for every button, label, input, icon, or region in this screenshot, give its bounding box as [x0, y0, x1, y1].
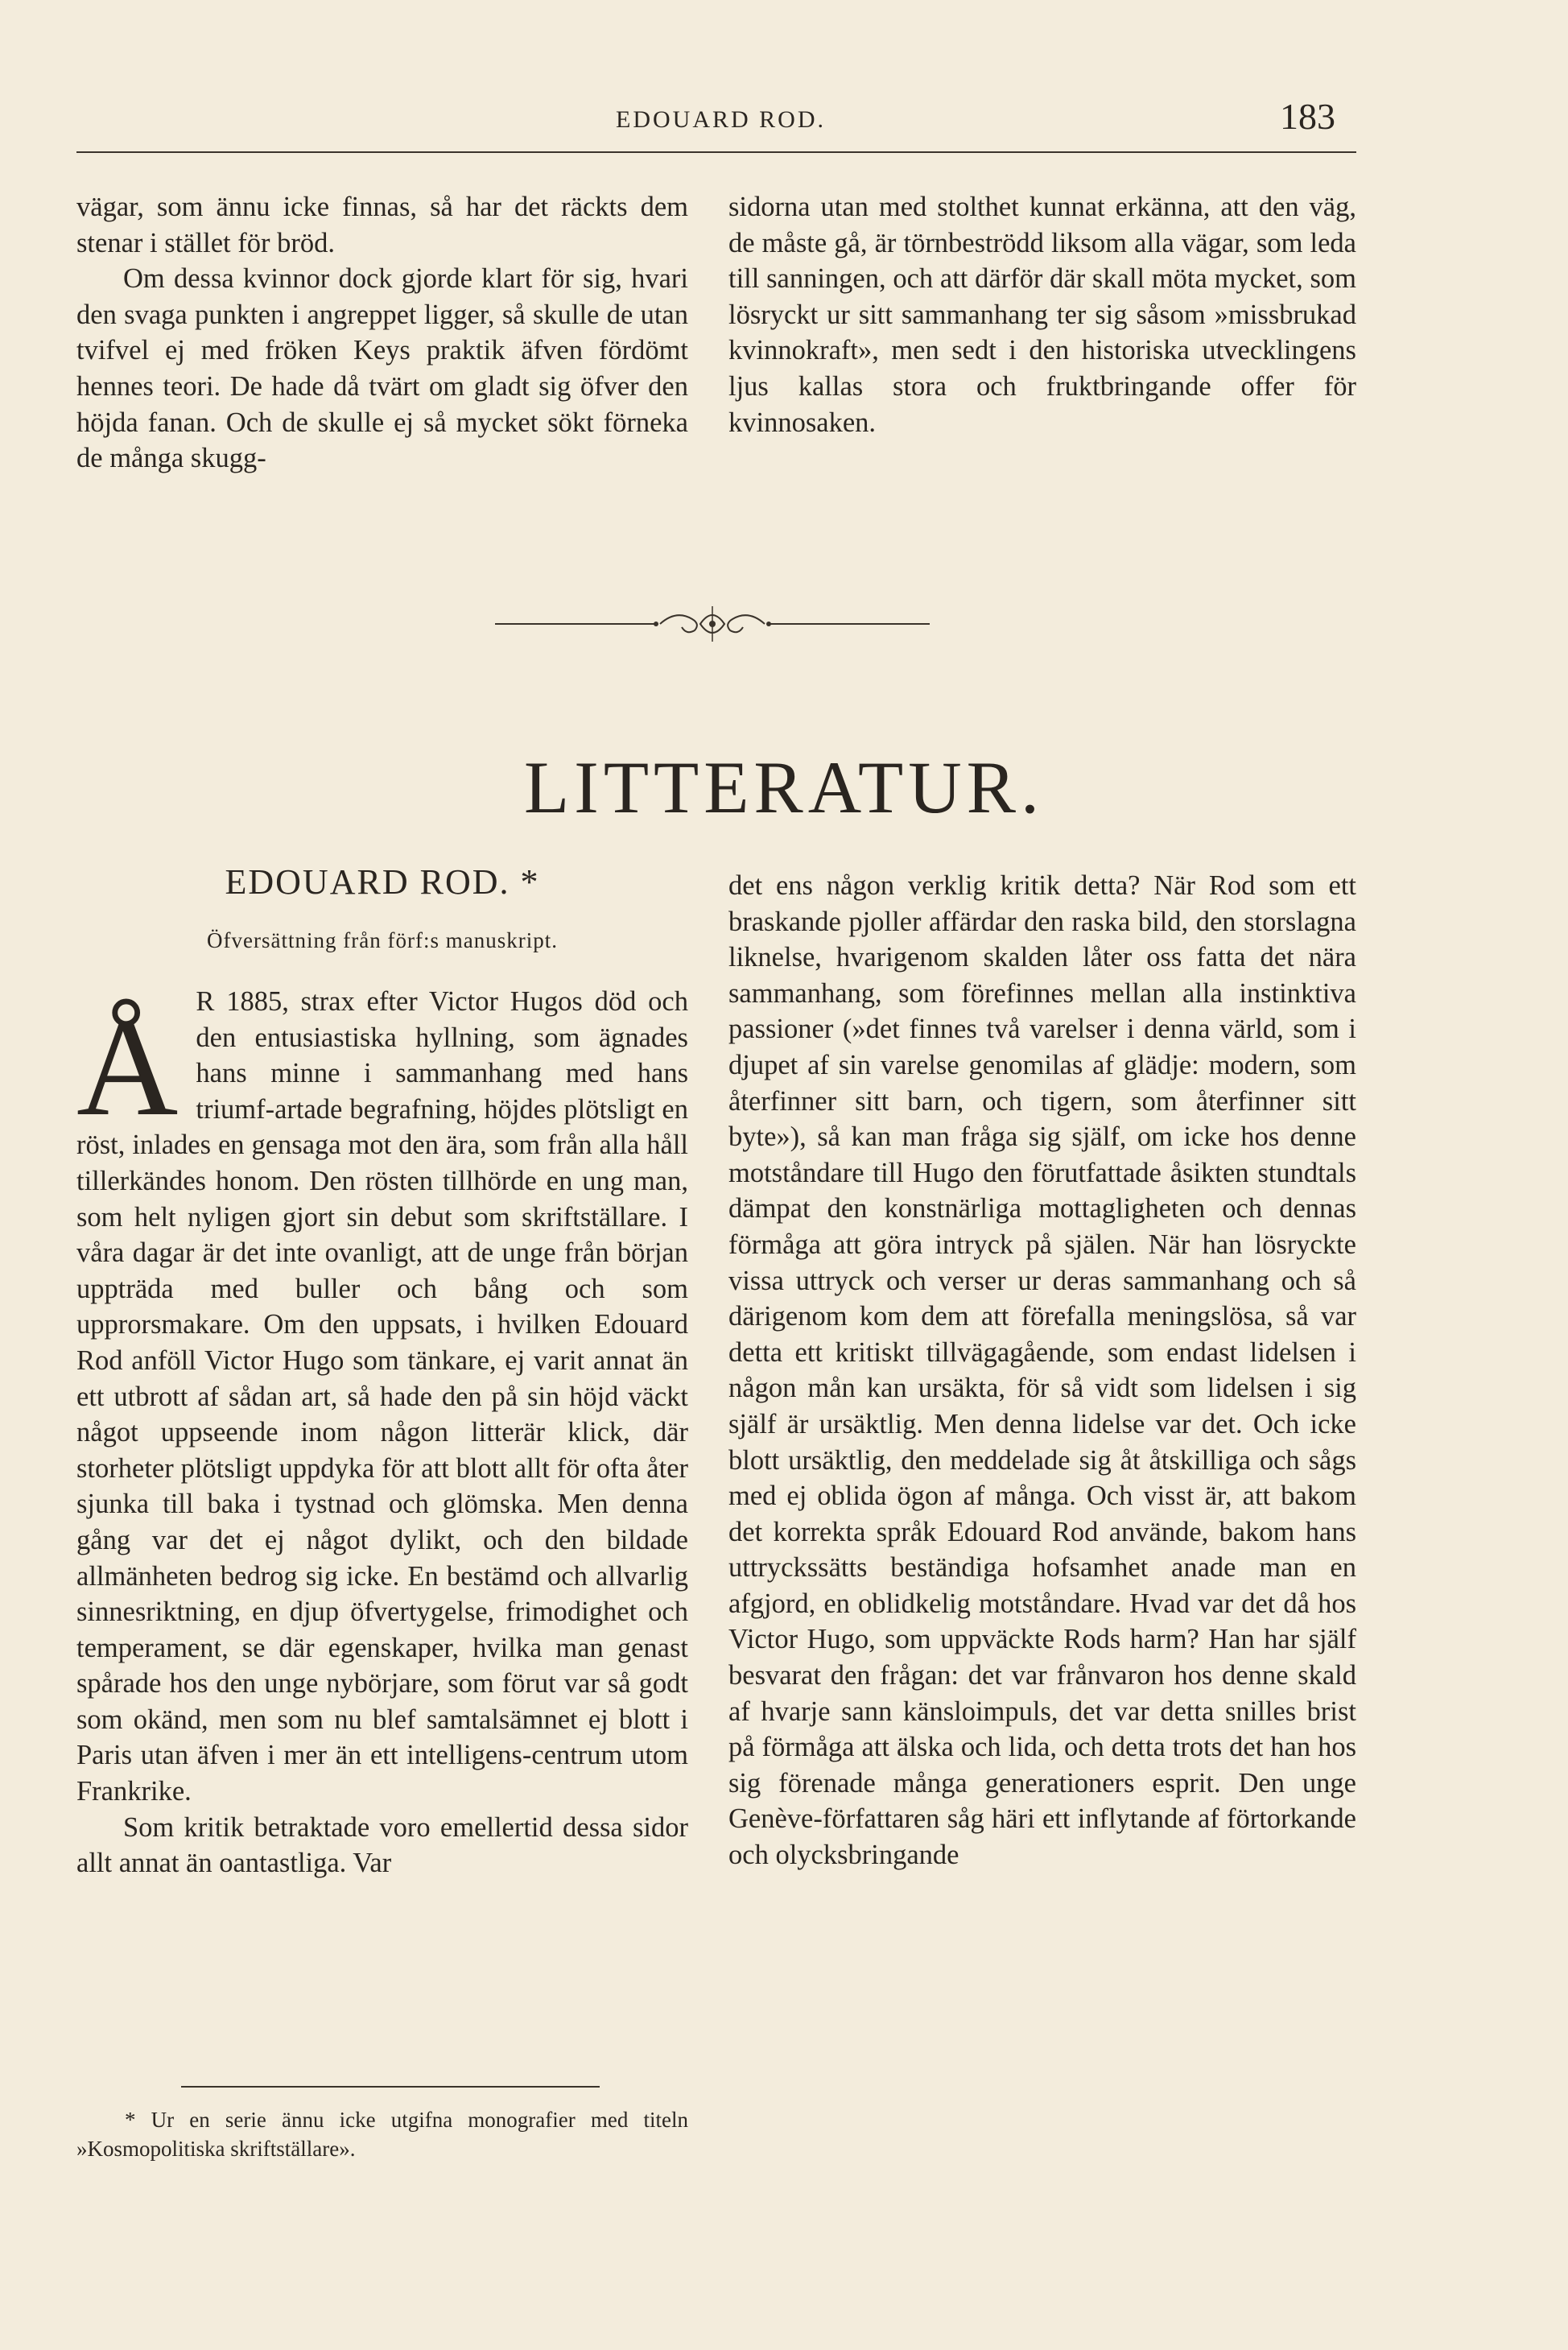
drop-cap: Å [76, 989, 179, 1145]
paragraph: sidorna utan med stolthet kunnat erkänna, att den väg, de måste gå, är törnbeströdd liksom alla vägar, som leda till sanningen, och att därför där skall möta mycket, som lösryckt ur sitt sammanhang ter sig såsom »missbrukad kvinnokraft», men sedt i den historiska utvecklingens ljus kallas stora och fruktbringande offer för kvinnosaken. [728, 192, 1356, 438]
section-divider-ornament [495, 600, 930, 648]
paragraph [76, 984, 688, 1810]
article-title: EDOUARD ROD. * [225, 862, 540, 902]
top-right-column [728, 189, 1356, 440]
top-left-column [76, 189, 688, 477]
article-right-column [728, 868, 1356, 1873]
paragraph: vägar, som ännu icke finnas, så har det räckts dem stenar i stället för bröd. [76, 192, 688, 258]
section-title: LITTERATUR. [523, 746, 1045, 828]
translation-note: Öfversättning från förf:s manuskript. [207, 928, 558, 952]
page-number: 183 [1280, 96, 1335, 137]
article-left-column [76, 984, 688, 1881]
running-title: EDOUARD ROD. [616, 106, 826, 133]
footnote: * Ur en serie ännu icke utgifna monografier med titeln »Kosmopolitiska skriftställare». [76, 2108, 688, 2161]
paragraph: det ens någon verklig kritik detta? När Rod som ett braskande pjoller affärdar den raska bild, den storslagna liknelse, hvarigenom skalden låter oss fatta det nära sammanhang, som förefinnes mellan alla instinktiva passioner (»det finnes två varelser i denna värld, som i djupet af sin varelse genomilas af glädje: modern, som återfinner sitt barn, och tigern, som återfinner sitt byte»), så kan man fråga sig själf, om icke hos denne motståndare till Hugo den förutfattade åsikten stundtals dämpat den konstnärliga mottagligheten och dennas förmåga att göra intryck på själen. När han lösryckte vissa uttryck och verser ur deras sammanhang och så därigenom kom dem att förefalla meningslösa, så var detta ett kritiskt tillvägagående, som endast lidelsen i någon mån kan ursäkta, för så vidt som lidelsen i sig själf är ursäktlig. Men denna lidelse var det. Och icke blott ursäktlig, den meddelade sig åt åtskilliga och sågs med ej oblida ögon af många. Och visst är, att bakom det korrekta språk Edouard Rod använde, bakom hans uttryckssätts beständiga hofsamhet anade man en afgjord, en oblidkelig motståndare. Hvad var det då hos Victor Hugo, som uppväckte Rods harm? Han har själf besvarat den frågan: det var frånvaron hos denne skald af hvarje sann känsloimpuls, det var detta snilles brist på förmåga att älska och lida, och detta trots det han hos sig förenade många generationers esprit. Den unge Genève-författaren såg häri ett inflytande af förtorkande och olycksbringande [728, 870, 1356, 1871]
paragraph: Som kritik betraktade voro emellertid dessa sidor allt annat än oantastliga. Var [76, 1811, 688, 1879]
header-rule [76, 151, 1356, 153]
footnote-rule [181, 2086, 600, 2088]
paragraph-text: R 1885, strax efter Victor Hugos död och den entusiastiska hyllning, som ägnades hans minne i sammanhang med hans triumf-artade begrafning, höjdes plötsligt en röst, inlades en gensaga mot den ära, som från alla håll tillerkändes honom. Den rösten tillhörde en ung man, som helt nyligen gjort sin debut som skriftställare. I våra dagar är det inte ovanligt, att de unge från början uppträda med buller och bång och som upprorsmakare. Om den uppsats, i hvilken Edouard Rod anföll Victor Hugo som tänkare, ej varit annat än ett utbrott af sådan art, så hade den på sin höjd väckt något uppseende inom någon litterär klick, där storheter plötsligt uppdyka för att blott allt för ofta åter sjunka till baka i tystnad och glömska. Men denna gång var det ej något dylikt, och den bildade allmänheten bedrog sig icke. En bestämd och allvarlig sinnesriktning, en djup öfvertygelse, frimodighet och temperament, se där egenskaper, hvilka man genast spårade hos den unge nybörjare, som förut var så godt som okänd, men som nu blef samtalsämnet ej blott i Paris utan äfven i mer än ett intelligens-centrum utom Frankrike. [76, 986, 688, 1807]
paragraph: Om dessa kvinnor dock gjorde klart för sig, hvari den svaga punkten i angreppet ligger, så skulle de utan tvifvel ej med fröken Keys praktik äfven fördömt hennes teori. De hade då tvärt om gladt sig öfver den höjda fanan. Och de skulle ej så mycket sökt förneka de många skugg- [76, 263, 688, 474]
